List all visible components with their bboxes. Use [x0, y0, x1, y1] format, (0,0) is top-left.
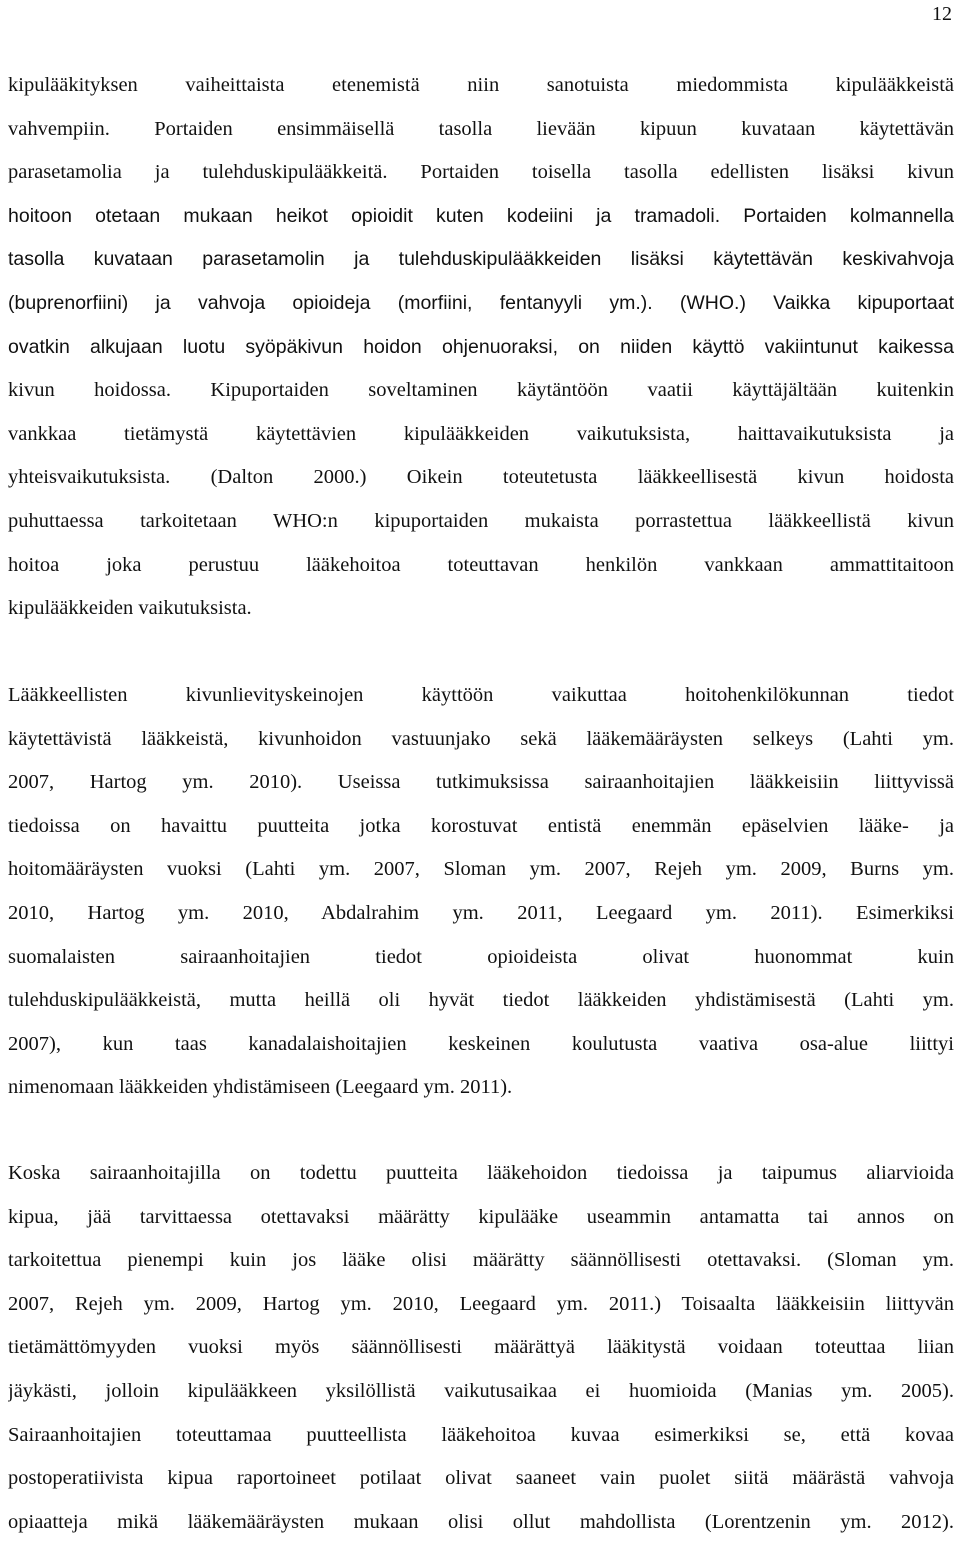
- text-line: 2007, Rejeh ym. 2009, Hartog ym. 2010, Leegaard ym. 2011.) Toisaalta lääkkeisiin liittyvän: [8, 1292, 954, 1315]
- text-line: tasolla kuvataan parasetamolin ja tulehduskipulääkkeiden lisäksi käytettävän keskivahvoja: [8, 248, 954, 271]
- text-line: tiedoissa on havaittu puutteita jotka korostuvat entistä enemmän epäselvien lääke- ja: [8, 814, 954, 837]
- text-line: tulehduskipulääkkeistä, mutta heillä oli hyvät tiedot lääkkeiden yhdistämisestä (Lahti ym.: [8, 989, 954, 1012]
- text-line: nimenomaan lääkkeiden yhdistämiseen (Leegaard ym. 2011).: [8, 1076, 513, 1099]
- text-line: puhuttaessa tarkoitetaan WHO:n kipuportaiden mukaista porrastettua lääkkeellistä kivun: [8, 509, 954, 532]
- text-line: hoitoon otetaan mukaan heikot opioidit kuten kodeiini ja tramadoli. Portaiden kolmannella: [8, 204, 954, 227]
- text-line: 2010, Hartog ym. 2010, Abdalrahim ym. 2011, Leegaard ym. 2011). Esimerkiksi: [8, 901, 954, 924]
- paragraph-who-pain-ladder: [8, 64, 954, 631]
- text-line: vahvempiin. Portaiden ensimmäisellä tasolla lievään kipuun kuvataan käytettävän: [8, 117, 954, 140]
- text-line: opiaatteja mikä lääkemääräysten mukaan olisi ollut mahdollista (Lorentzenin ym. 2012).: [8, 1510, 954, 1533]
- text-line: Lääkkeellisten kivunlievityskeinojen käyttöön vaikuttaa hoitohenkilökunnan tiedot: [8, 684, 954, 706]
- text-line: 2007), kun taas kanadalaishoitajien keskeinen koulutusta vaativa osa-alue liittyi: [8, 1032, 954, 1055]
- paragraph-underdosing: [8, 1152, 954, 1544]
- paragraph-nurse-knowledge: [8, 674, 954, 1110]
- text-line: hoitoa joka perustuu lääkehoitoa toteuttavan henkilön vankkaan ammattitaitoon: [8, 553, 954, 576]
- text-line: kipua, jää tarvittaessa otettavaksi määrätty kipulääke useammin antamatta tai annos on: [8, 1205, 954, 1228]
- text-line: ovatkin alkujaan luotu syöpäkivun hoidon ohjenuoraksi, on niiden käyttö vakiintunut kaikessa: [8, 335, 954, 358]
- text-line: postoperatiivista kipua raportoineet potilaat olivat saaneet vain puolet siitä määrästä vahvoja: [8, 1467, 954, 1490]
- text-line: yhteisvaikutuksista. (Dalton 2000.) Oikein toteutetusta lääkkeellisestä kivun hoidosta: [8, 466, 954, 489]
- text-line: (buprenorfiini) ja vahvoja opioideja (morfiini, fentanyyli ym.). (WHO.) Vaikka kipuportaat: [8, 291, 954, 314]
- text-line: Sairaanhoitajien toteuttamaa puutteellista lääkehoitoa kuvaa esimerkiksi se, että kovaa: [8, 1423, 954, 1446]
- text-line: kipulääkityksen vaiheittaista etenemistä niin sanotuista miedommista kipulääkkeistä: [8, 74, 954, 96]
- text-line: parasetamolia ja tulehduskipulääkkeitä. Portaiden toisella tasolla edellisten lisäksi kivun: [8, 161, 954, 184]
- text-line: 2007, Hartog ym. 2010). Useissa tutkimuksissa sairaanhoitajien lääkkeisiin liittyvissä: [8, 771, 954, 794]
- text-line: kipulääkkeiden vaikutuksista.: [8, 597, 252, 620]
- text-line: hoitomääräysten vuoksi (Lahti ym. 2007, Sloman ym. 2007, Rejeh ym. 2009, Burns ym.: [8, 858, 954, 881]
- text-line: tarkoitettua pienempi kuin jos lääke olisi määrätty säännöllisesti otettavaksi. (Sloman ym.: [8, 1249, 954, 1272]
- text-line: tietämättömyyden vuoksi myös säännöllisesti määrättyä lääkitystä voidaan toteuttaa liian: [8, 1336, 954, 1359]
- text-line: kivun hoidossa. Kipuportaiden soveltaminen käytäntöön vaatii käyttäjältään kuitenkin: [8, 379, 954, 402]
- text-line: käytettävistä lääkkeistä, kivunhoidon vastuunjako sekä lääkemääräysten selkeys (Lahti ym.: [8, 727, 954, 750]
- text-line: vankkaa tietämystä käytettävien kipulääkkeiden vaikutuksista, haittavaikutuksista ja: [8, 422, 954, 445]
- text-line: Koska sairaanhoitajilla on todettu puutteita lääkehoidon tiedoissa ja taipumus aliarvioida: [8, 1162, 954, 1184]
- text-line: jäykästi, jolloin kipulääkkeen yksilöllistä vaikutusaikaa ei huomioida (Manias ym. 2005).: [8, 1379, 954, 1402]
- text-line: suomalaisten sairaanhoitajien tiedot opioideista olivat huonommat kuin: [8, 945, 954, 968]
- page-number: 12: [932, 3, 952, 25]
